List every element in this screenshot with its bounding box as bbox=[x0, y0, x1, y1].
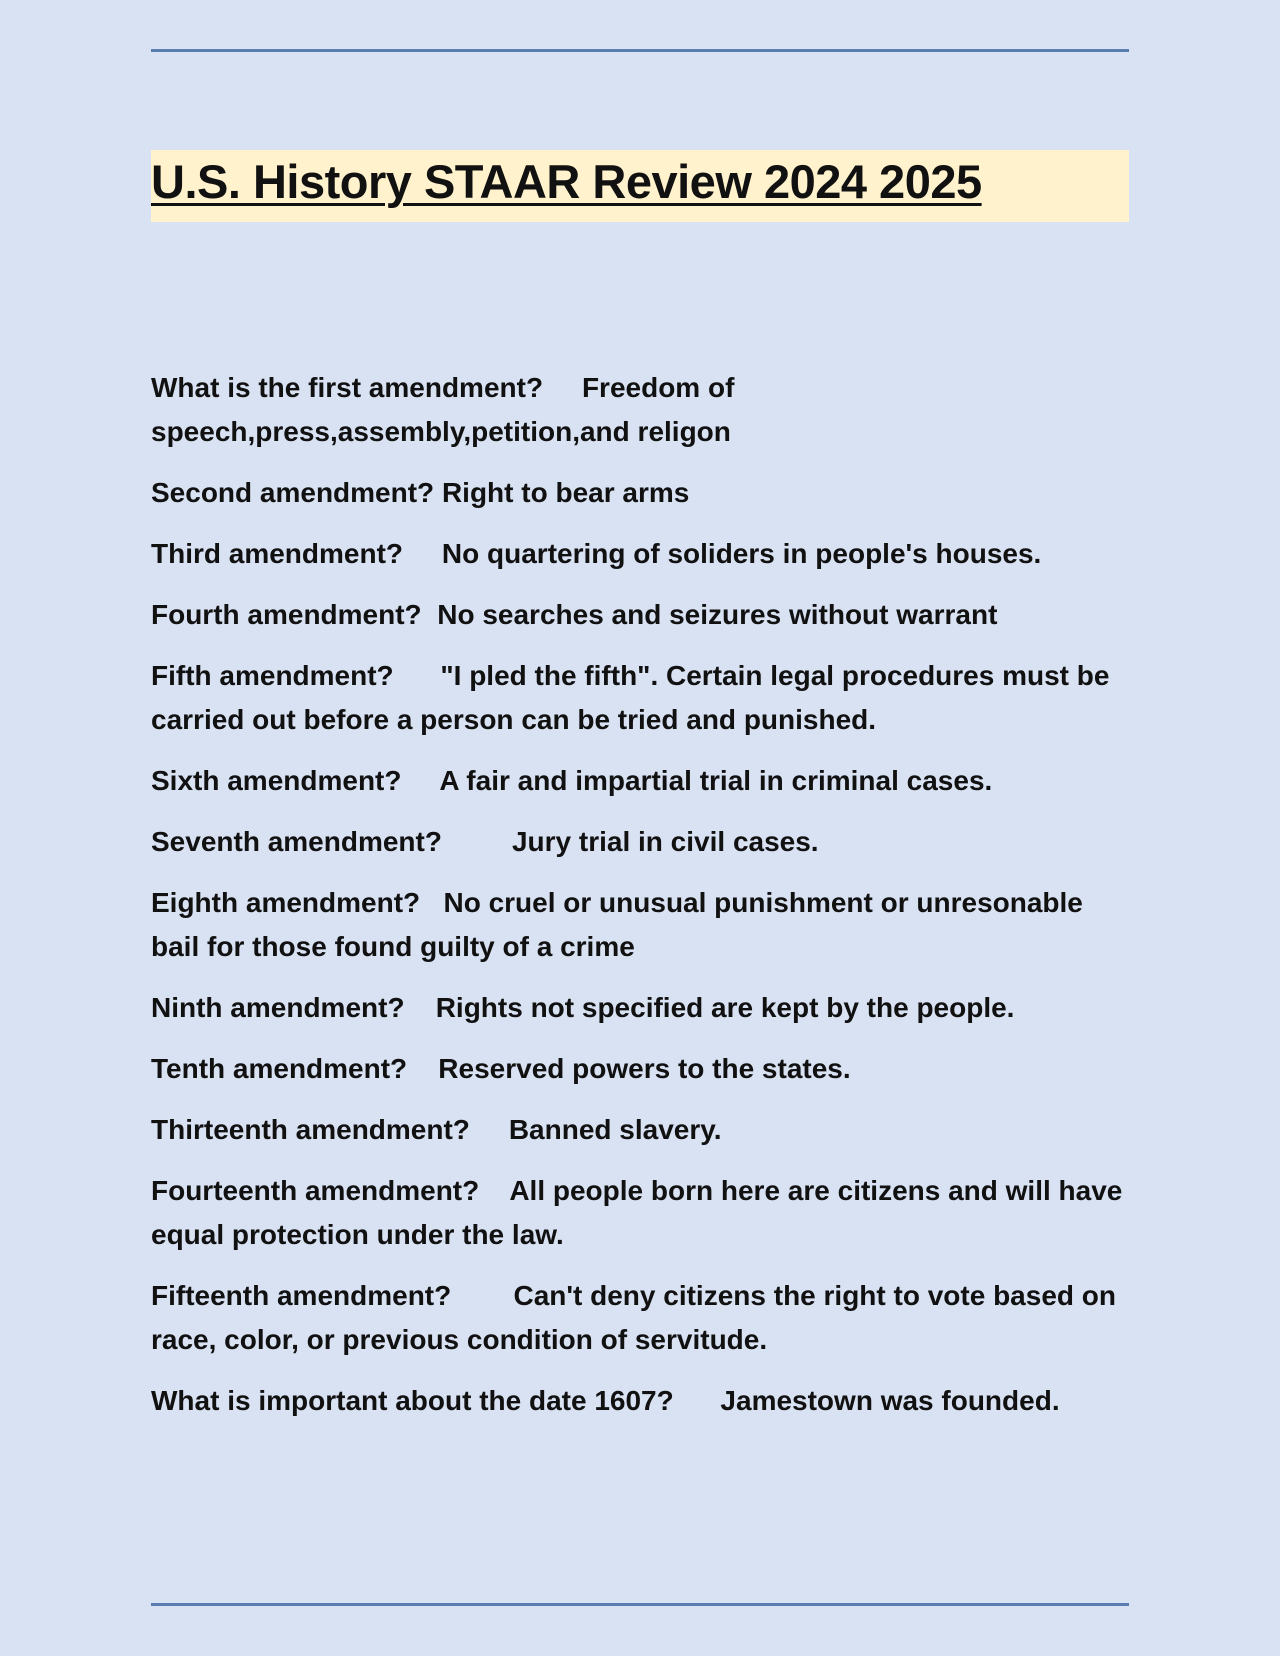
answer-text: Banned slavery. bbox=[508, 1114, 722, 1145]
answer-text: No searches and seizures without warrant bbox=[437, 599, 998, 630]
question-text: Eighth amendment? bbox=[151, 887, 421, 918]
qa-item bbox=[151, 1108, 1129, 1152]
answer-text: No quartering of soliders in people's houses. bbox=[441, 538, 1042, 569]
qa-spacer bbox=[403, 538, 442, 569]
answer-text: No cruel or unusual punishment or unresonable bail for those found guilty of a crime bbox=[151, 887, 1091, 962]
qa-spacer bbox=[394, 660, 441, 691]
qa-item bbox=[151, 1047, 1129, 1091]
question-text: Tenth amendment? bbox=[151, 1053, 408, 1084]
qa-item bbox=[151, 1379, 1129, 1423]
qa-spacer bbox=[401, 765, 439, 796]
qa-spacer bbox=[451, 1280, 513, 1311]
qa-item bbox=[151, 654, 1129, 742]
bottom-divider bbox=[151, 1603, 1129, 1606]
qa-item bbox=[151, 593, 1129, 637]
question-text: What is important about the date 1607? bbox=[151, 1385, 674, 1416]
qa-list bbox=[151, 366, 1129, 1440]
qa-item bbox=[151, 1169, 1129, 1257]
qa-spacer bbox=[422, 599, 438, 630]
question-text: Fourteenth amendment? bbox=[151, 1175, 480, 1206]
qa-item bbox=[151, 1274, 1129, 1362]
question-text: Ninth amendment? bbox=[151, 992, 405, 1023]
qa-item bbox=[151, 366, 1129, 454]
question-text: Sixth amendment? bbox=[151, 765, 402, 796]
qa-spacer bbox=[420, 887, 443, 918]
qa-item bbox=[151, 471, 1129, 515]
question-text: Thirteenth amendment? bbox=[151, 1114, 470, 1145]
qa-spacer bbox=[442, 826, 512, 857]
qa-spacer bbox=[434, 477, 442, 508]
question-text: Third amendment? bbox=[151, 538, 404, 569]
qa-item bbox=[151, 820, 1129, 864]
qa-item bbox=[151, 759, 1129, 803]
answer-text: Freedom of bbox=[581, 372, 735, 403]
qa-item bbox=[151, 532, 1129, 576]
qa-spacer bbox=[405, 992, 436, 1023]
question-text: Second amendment? bbox=[151, 477, 435, 508]
qa-item bbox=[151, 986, 1129, 1030]
answer-text: "I pled the fifth". Certain legal procedures must be carried out before a person can be tried and punished. bbox=[151, 660, 1118, 735]
question-text: Fifth amendment? bbox=[151, 660, 394, 691]
answer-text: Can't deny citizens the right to vote based on race, color, or previous condition of servitude. bbox=[151, 1280, 1124, 1355]
qa-item bbox=[151, 881, 1129, 969]
answer-text: Right to bear arms bbox=[441, 477, 690, 508]
qa-spacer bbox=[543, 372, 582, 403]
answer-text: A fair and impartial trial in criminal cases. bbox=[439, 765, 993, 796]
page-title: U.S. History STAAR Review 2024 2025 bbox=[151, 155, 982, 208]
qa-spacer bbox=[479, 1175, 509, 1206]
answer-text-continued: speech,press,assembly,petition,and religon bbox=[151, 416, 731, 447]
answer-text: Jury trial in civil cases. bbox=[511, 826, 819, 857]
answer-text: All people born here are citizens and will have equal protection under the law. bbox=[151, 1175, 1131, 1250]
answer-text: Rights not specified are kept by the people. bbox=[435, 992, 1015, 1023]
answer-text: Jamestown was founded. bbox=[720, 1385, 1060, 1416]
qa-spacer bbox=[470, 1114, 509, 1145]
question-text: Fifteenth amendment? bbox=[151, 1280, 452, 1311]
answer-text: Reserved powers to the states. bbox=[438, 1053, 851, 1084]
qa-spacer bbox=[674, 1385, 721, 1416]
top-divider bbox=[151, 49, 1129, 52]
question-text: Fourth amendment? bbox=[151, 599, 422, 630]
question-text: Seventh amendment? bbox=[151, 826, 442, 857]
question-text: What is the first amendment? bbox=[151, 372, 544, 403]
qa-spacer bbox=[407, 1053, 438, 1084]
